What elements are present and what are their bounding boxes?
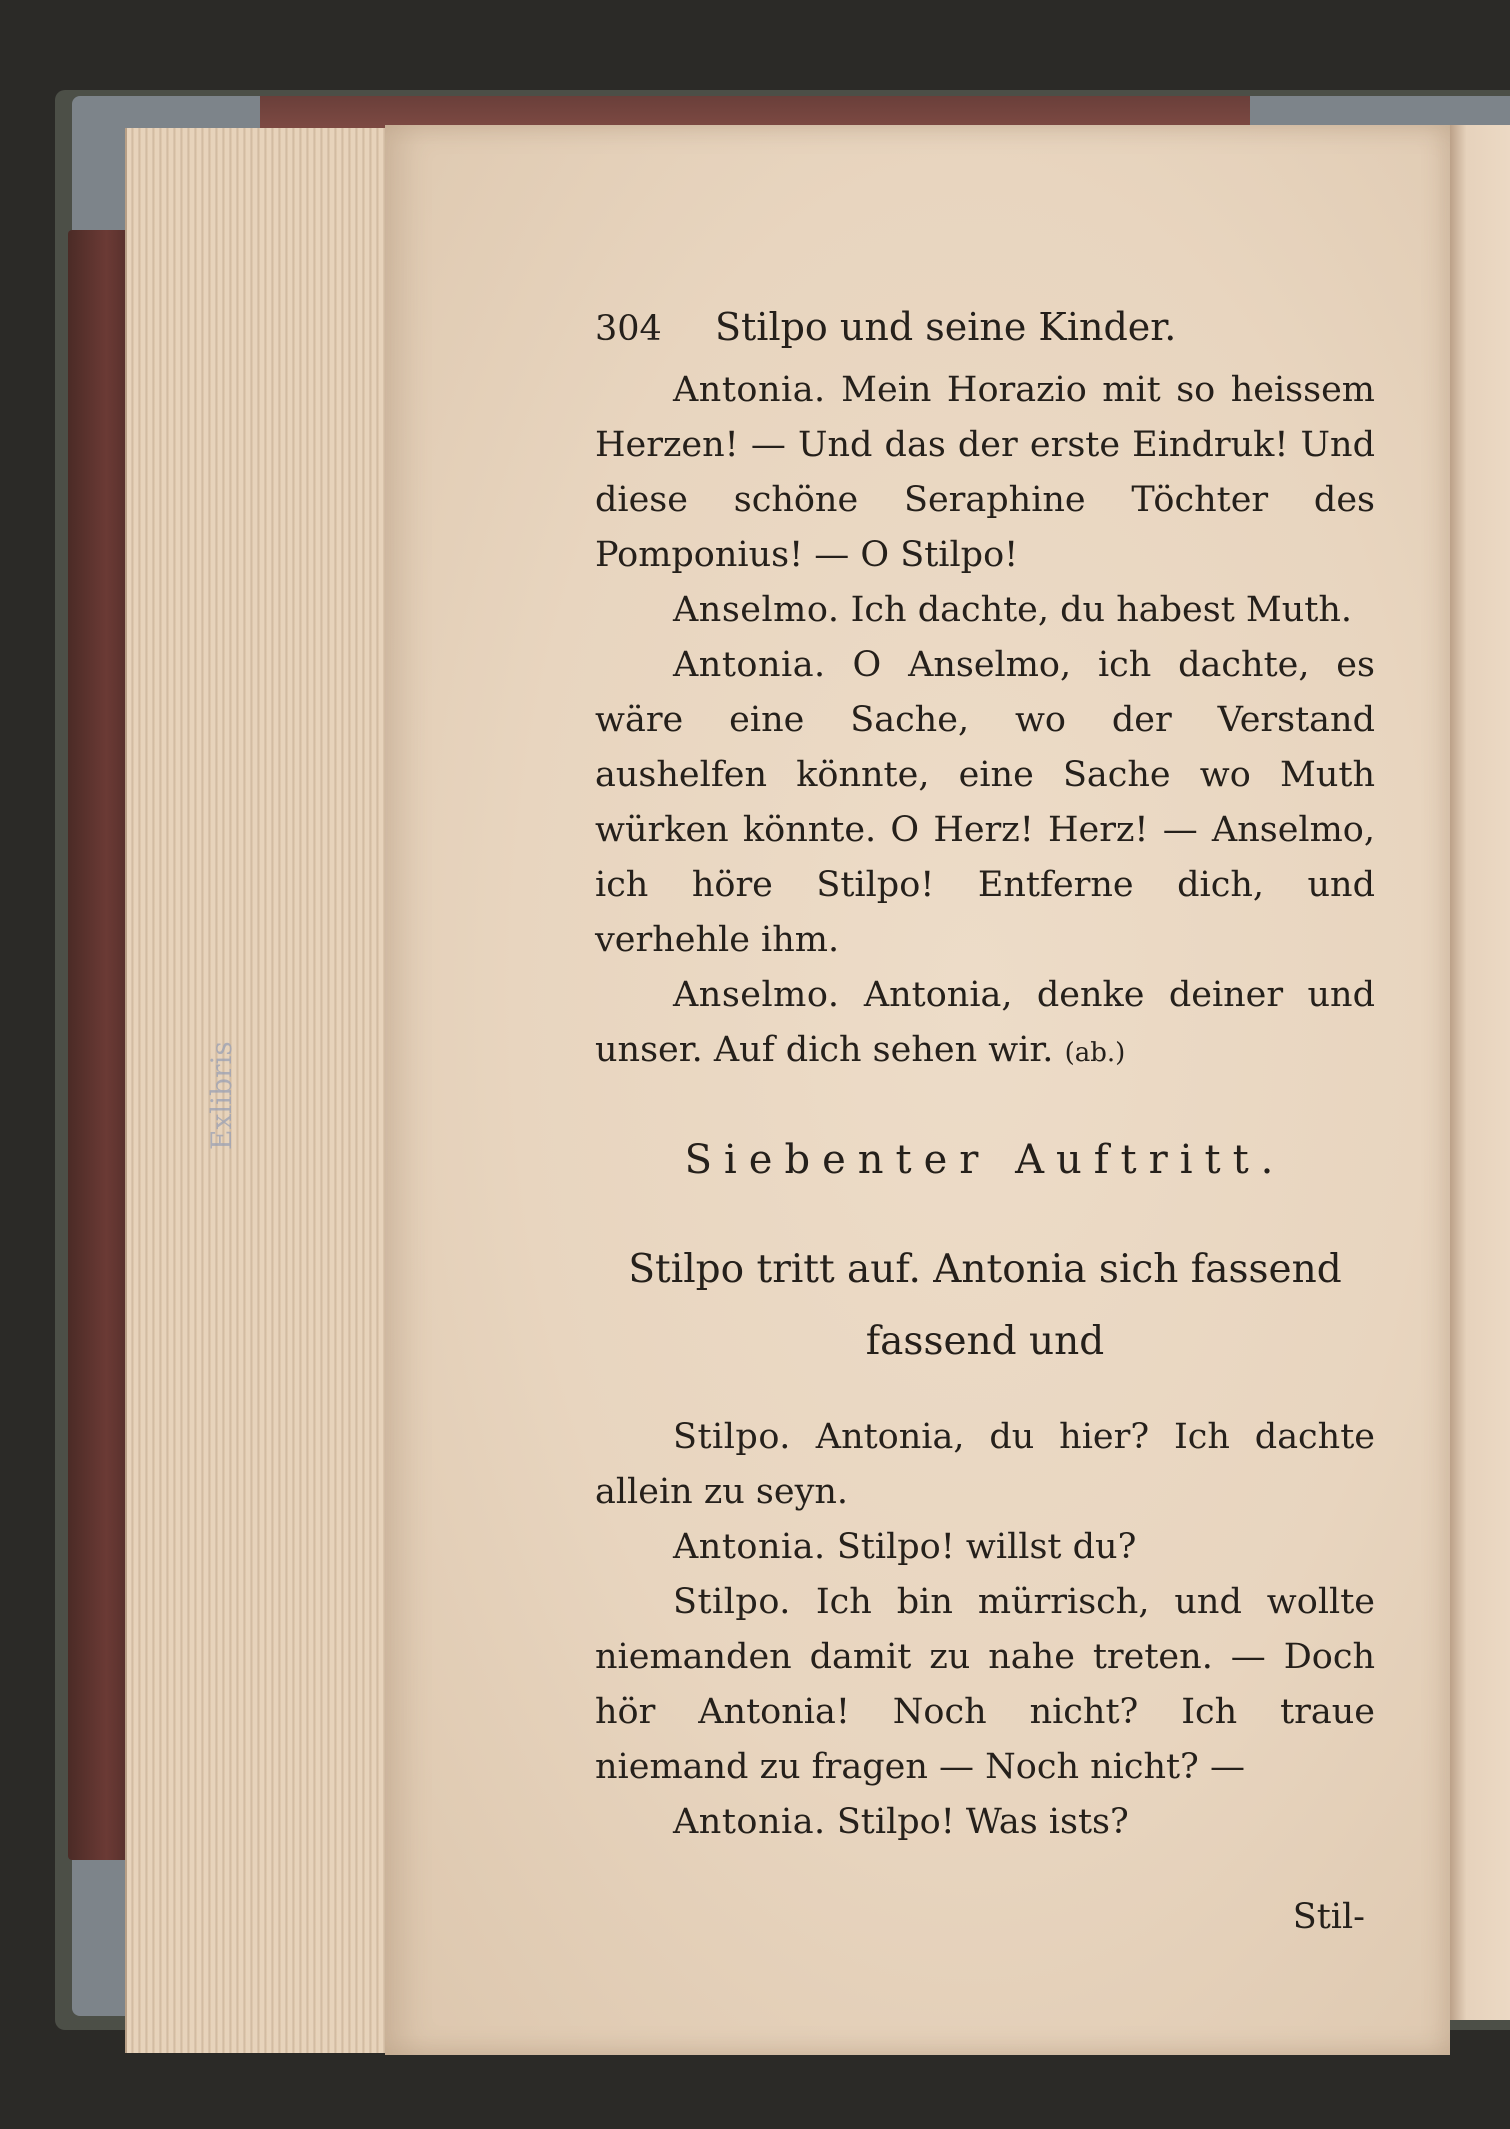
dialogue-line	[595, 968, 1375, 1081]
dialogue-line	[595, 1575, 1375, 1795]
dialogue-text: O Anselmo, ich dachte, es wäre eine Sache, wo der Verstand aushelfen könnte, eine Sache wo Muth würken könnte. O Herz! Herz! — Anselmo, ich höre Stilpo! Entferne dich, und verhehle ihm.	[595, 645, 1375, 960]
page-text-block	[595, 300, 1375, 1945]
speaker-name: Stilpo.	[673, 1582, 791, 1622]
speaker-name: Antonia.	[673, 645, 826, 685]
dialogue-text: Antonia, du hier? Ich dachte allein zu seyn.	[595, 1417, 1375, 1512]
catchword: Stil-	[1292, 1897, 1365, 1937]
dialogue-text: Antonia, denke deiner und unser. Auf dich sehen wir.	[595, 975, 1375, 1070]
speaker-name: Antonia.	[673, 1802, 826, 1842]
dialogue-line	[595, 1795, 1375, 1850]
page-edges	[125, 128, 397, 2053]
speaker-name: Anselmo.	[673, 975, 840, 1015]
dialogue-text: Ich bin mürrisch, und wollte niemanden damit zu nahe treten. — Doch hör Antonia! Noch nicht? Ich traue niemand zu fragen — Noch nicht? —	[595, 1582, 1375, 1787]
speaker-name: Antonia.	[673, 1527, 826, 1567]
stage-direction: (ab.)	[1064, 1038, 1126, 1068]
margin-note: Exlibris	[205, 1041, 238, 1150]
dialogue-text: Ich dachte, du habest Muth.	[850, 590, 1353, 630]
running-title: Stilpo und seine Kinder.	[715, 305, 1177, 349]
scene-heading: Siebenter Auftritt.	[684, 1137, 1286, 1183]
dialogue-line	[595, 583, 1375, 638]
page-number: 304	[595, 309, 662, 349]
dialogue-line	[595, 638, 1375, 968]
dialogue-line	[595, 1410, 1375, 1520]
dialogue-line	[595, 363, 1375, 583]
dialogue-text: Stilpo! Was ists?	[836, 1802, 1129, 1842]
speaker-name: Stilpo.	[673, 1417, 791, 1457]
page-header	[595, 300, 1375, 357]
scene-direction: Stilpo tritt auf. Antonia sich fassend fassend und	[628, 1247, 1342, 1364]
facing-page-edge	[1448, 125, 1510, 2020]
dialogue-line	[595, 1520, 1375, 1575]
speaker-name: Antonia.	[673, 370, 826, 410]
dialogue-text: Stilpo! willst du?	[836, 1527, 1137, 1567]
dialogue-text: Mein Horazio mit so heissem Herzen! — Und das der erste Eindruk! Und diese schöne Seraphine Töchter des Pomponius! — O Stilpo!	[595, 370, 1375, 575]
speaker-name: Anselmo.	[673, 590, 840, 630]
